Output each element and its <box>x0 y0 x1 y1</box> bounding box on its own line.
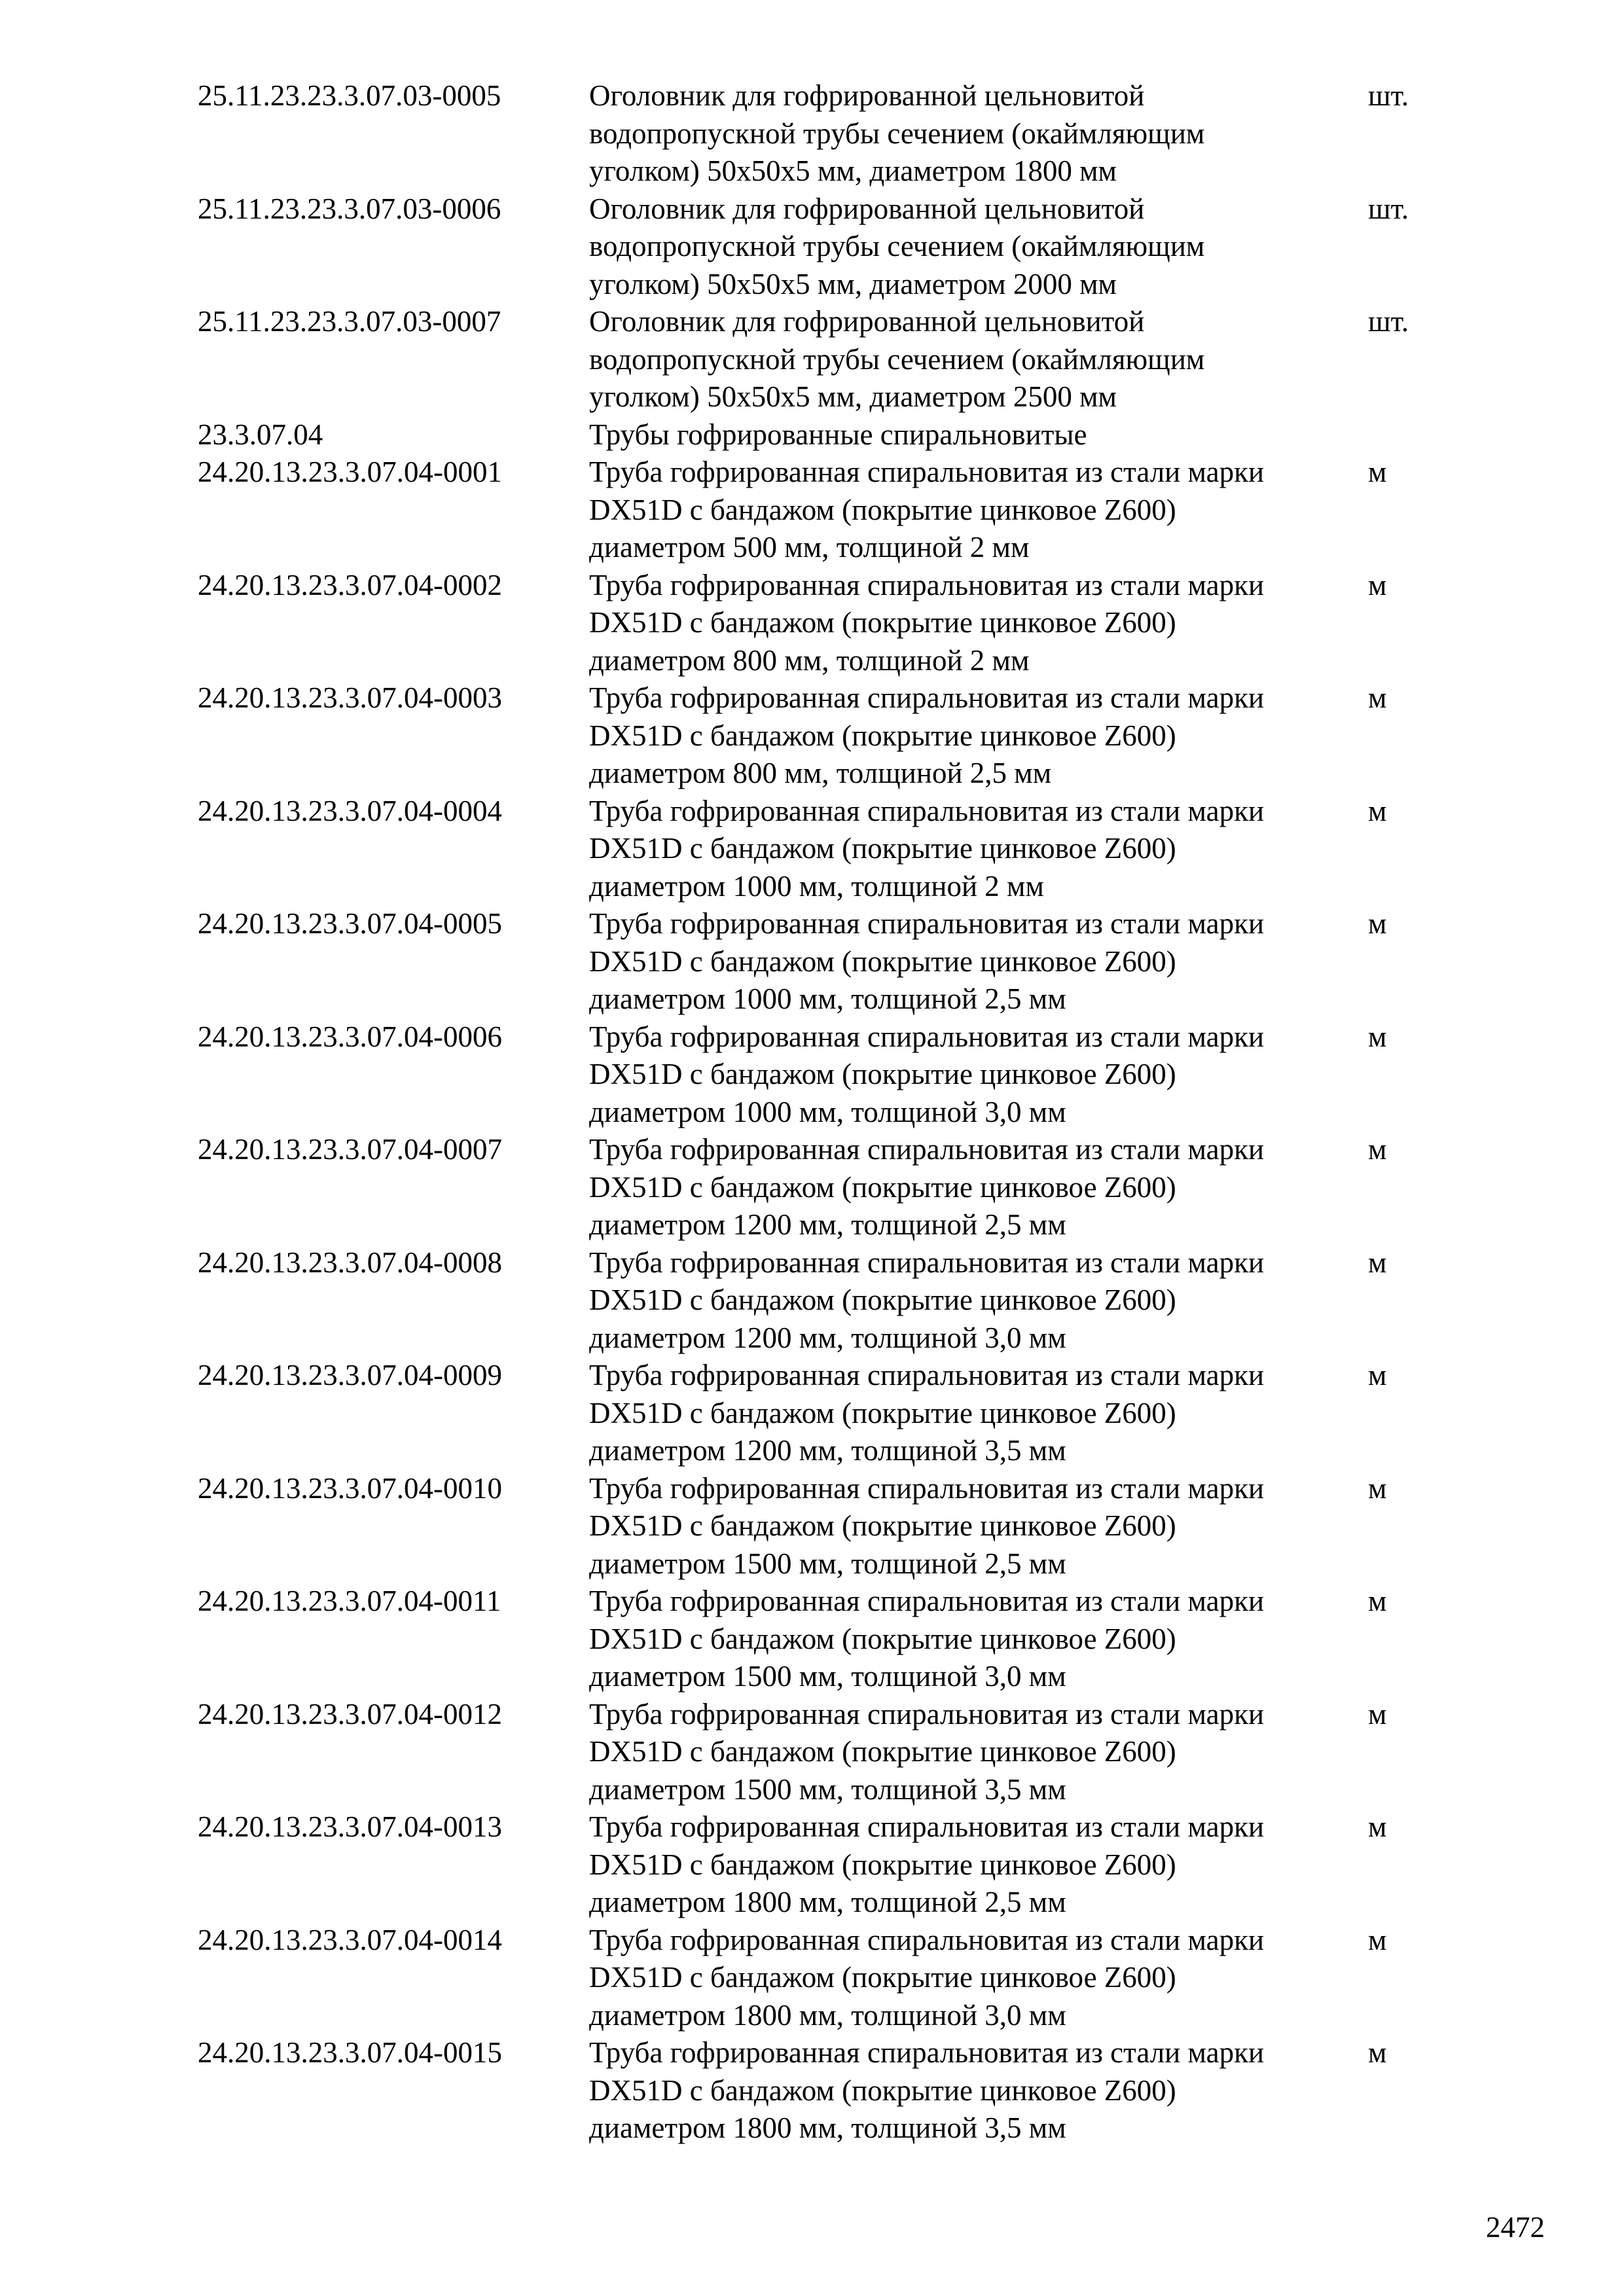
list-item <box>196 1131 1453 1244</box>
list-item <box>196 303 1453 416</box>
item-code: 24.20.13.23.3.07.04-0008 <box>198 1246 502 1279</box>
item-description: Оголовник для гофрированной цельновитой водопропускной трубы сечением (окаймляющим уголком) 50х50х5 мм, диаметром 1800 мм <box>589 79 1205 187</box>
resource-list <box>196 77 1453 2147</box>
item-code: 24.20.13.23.3.07.04-0007 <box>198 1133 502 1166</box>
item-unit: м <box>1368 2036 1387 2069</box>
item-unit: шт. <box>1368 79 1409 112</box>
list-item <box>196 454 1453 567</box>
item-description: Труба гофрированная спиральновитая из стали марки DX51D с бандажом (покрытие цинковое Z600) диаметром 1500 мм, толщиной 2,5 мм <box>589 1471 1265 1580</box>
list-item <box>196 1808 1453 1922</box>
item-code: 24.20.13.23.3.07.04-0003 <box>198 681 502 714</box>
item-description: Труба гофрированная спиральновитая из стали марки DX51D с бандажом (покрытие цинковое Z600) диаметром 1800 мм, толщиной 3,0 мм <box>589 1923 1265 2032</box>
item-code: 24.20.13.23.3.07.04-0004 <box>198 794 502 827</box>
item-unit: м <box>1368 1246 1387 1279</box>
item-description: Труба гофрированная спиральновитая из стали марки DX51D с бандажом (покрытие цинковое Z600) диаметром 1500 мм, толщиной 3,0 мм <box>589 1585 1265 1693</box>
item-unit: м <box>1368 1585 1387 1617</box>
item-description: Трубы гофрированные спиральновитые <box>589 418 1087 451</box>
item-unit: шт. <box>1368 305 1409 338</box>
item-code: 24.20.13.23.3.07.04-0009 <box>198 1359 502 1391</box>
item-description: Труба гофрированная спиральновитая из стали марки DX51D с бандажом (покрытие цинковое Z600) диаметром 1200 мм, толщиной 2,5 мм <box>589 1133 1265 1241</box>
item-unit: м <box>1368 907 1387 940</box>
item-unit: м <box>1368 1359 1387 1391</box>
item-description: Труба гофрированная спиральновитая из стали марки DX51D с бандажом (покрытие цинковое Z600) диаметром 1000 мм, толщиной 3,0 мм <box>589 1020 1265 1128</box>
list-item <box>196 793 1453 906</box>
item-description: Труба гофрированная спиральновитая из стали марки DX51D с бандажом (покрытие цинковое Z600) диаметром 1000 мм, толщиной 2,5 мм <box>589 907 1265 1015</box>
item-description: Труба гофрированная спиральновитая из стали марки DX51D с бандажом (покрытие цинковое Z600) диаметром 800 мм, толщиной 2 мм <box>589 568 1265 677</box>
item-description: Труба гофрированная спиральновитая из стали марки DX51D с бандажом (покрытие цинковое Z600) диаметром 1500 мм, толщиной 3,5 мм <box>589 1697 1265 1806</box>
list-item <box>196 416 1453 454</box>
item-description: Труба гофрированная спиральновитая из стали марки DX51D с бандажом (покрытие цинковое Z600) диаметром 1000 мм, толщиной 2 мм <box>589 794 1265 903</box>
item-unit: м <box>1368 1810 1387 1843</box>
item-code: 24.20.13.23.3.07.04-0010 <box>198 1471 502 1505</box>
list-item <box>196 1583 1453 1696</box>
item-description: Оголовник для гофрированной цельновитой водопропускной трубы сечением (окаймляющим уголком) 50х50х5 мм, диаметром 2500 мм <box>589 305 1205 413</box>
item-code: 24.20.13.23.3.07.04-0006 <box>198 1020 502 1053</box>
item-code: 24.20.13.23.3.07.04-0012 <box>198 1697 502 1731</box>
list-item <box>196 1244 1453 1357</box>
item-description: Труба гофрированная спиральновитая из стали марки DX51D с бандажом (покрытие цинковое Z600) диаметром 500 мм, толщиной 2 мм <box>589 456 1265 564</box>
list-item <box>196 77 1453 190</box>
item-unit: м <box>1368 568 1387 601</box>
item-unit: шт. <box>1368 192 1409 225</box>
list-item <box>196 1470 1453 1583</box>
list-item <box>196 190 1453 304</box>
item-description: Труба гофрированная спиральновитая из стали марки DX51D с бандажом (покрытие цинковое Z600) диаметром 1200 мм, толщиной 3,5 мм <box>589 1359 1265 1467</box>
item-code: 24.20.13.23.3.07.04-0013 <box>198 1810 502 1843</box>
list-item <box>196 1357 1453 1470</box>
item-code: 25.11.23.23.3.07.03-0006 <box>198 192 501 225</box>
item-code: 24.20.13.23.3.07.04-0005 <box>198 907 502 940</box>
item-code: 24.20.13.23.3.07.04-0011 <box>198 1585 501 1617</box>
list-item <box>196 1018 1453 1132</box>
item-code: 24.20.13.23.3.07.04-0002 <box>198 568 502 601</box>
item-description: Труба гофрированная спиральновитая из стали марки DX51D с бандажом (покрытие цинковое Z600) диаметром 1800 мм, толщиной 3,5 мм <box>589 2036 1265 2144</box>
list-item <box>196 679 1453 793</box>
item-code: 23.3.07.04 <box>198 418 323 451</box>
item-unit: м <box>1368 681 1387 714</box>
item-code: 24.20.13.23.3.07.04-0001 <box>198 456 502 488</box>
item-unit: м <box>1368 1471 1387 1505</box>
list-item <box>196 2034 1453 2147</box>
item-description: Труба гофрированная спиральновитая из стали марки DX51D с бандажом (покрытие цинковое Z600) диаметром 1800 мм, толщиной 2,5 мм <box>589 1810 1265 1918</box>
item-unit: м <box>1368 1020 1387 1053</box>
item-code: 25.11.23.23.3.07.03-0005 <box>198 79 501 112</box>
list-item <box>196 905 1453 1018</box>
item-code: 24.20.13.23.3.07.04-0015 <box>198 2036 502 2069</box>
item-unit <box>1368 416 1453 454</box>
item-unit: м <box>1368 1923 1387 1956</box>
list-item <box>196 1696 1453 1809</box>
item-unit: м <box>1368 794 1387 827</box>
list-item <box>196 567 1453 680</box>
item-description: Труба гофрированная спиральновитая из стали марки DX51D с бандажом (покрытие цинковое Z600) диаметром 1200 мм, толщиной 3,0 мм <box>589 1246 1265 1354</box>
list-item <box>196 1922 1453 2035</box>
item-description: Оголовник для гофрированной цельновитой водопропускной трубы сечением (окаймляющим уголком) 50х50х5 мм, диаметром 2000 мм <box>589 192 1205 300</box>
item-description: Труба гофрированная спиральновитая из стали марки DX51D с бандажом (покрытие цинковое Z600) диаметром 800 мм, толщиной 2,5 мм <box>589 681 1265 789</box>
page-number: 2472 <box>1486 2211 1545 2244</box>
item-code: 25.11.23.23.3.07.03-0007 <box>198 305 501 338</box>
item-unit: м <box>1368 1133 1387 1166</box>
item-unit: м <box>1368 456 1387 488</box>
item-unit: м <box>1368 1697 1387 1731</box>
item-code: 24.20.13.23.3.07.04-0014 <box>198 1923 502 1956</box>
